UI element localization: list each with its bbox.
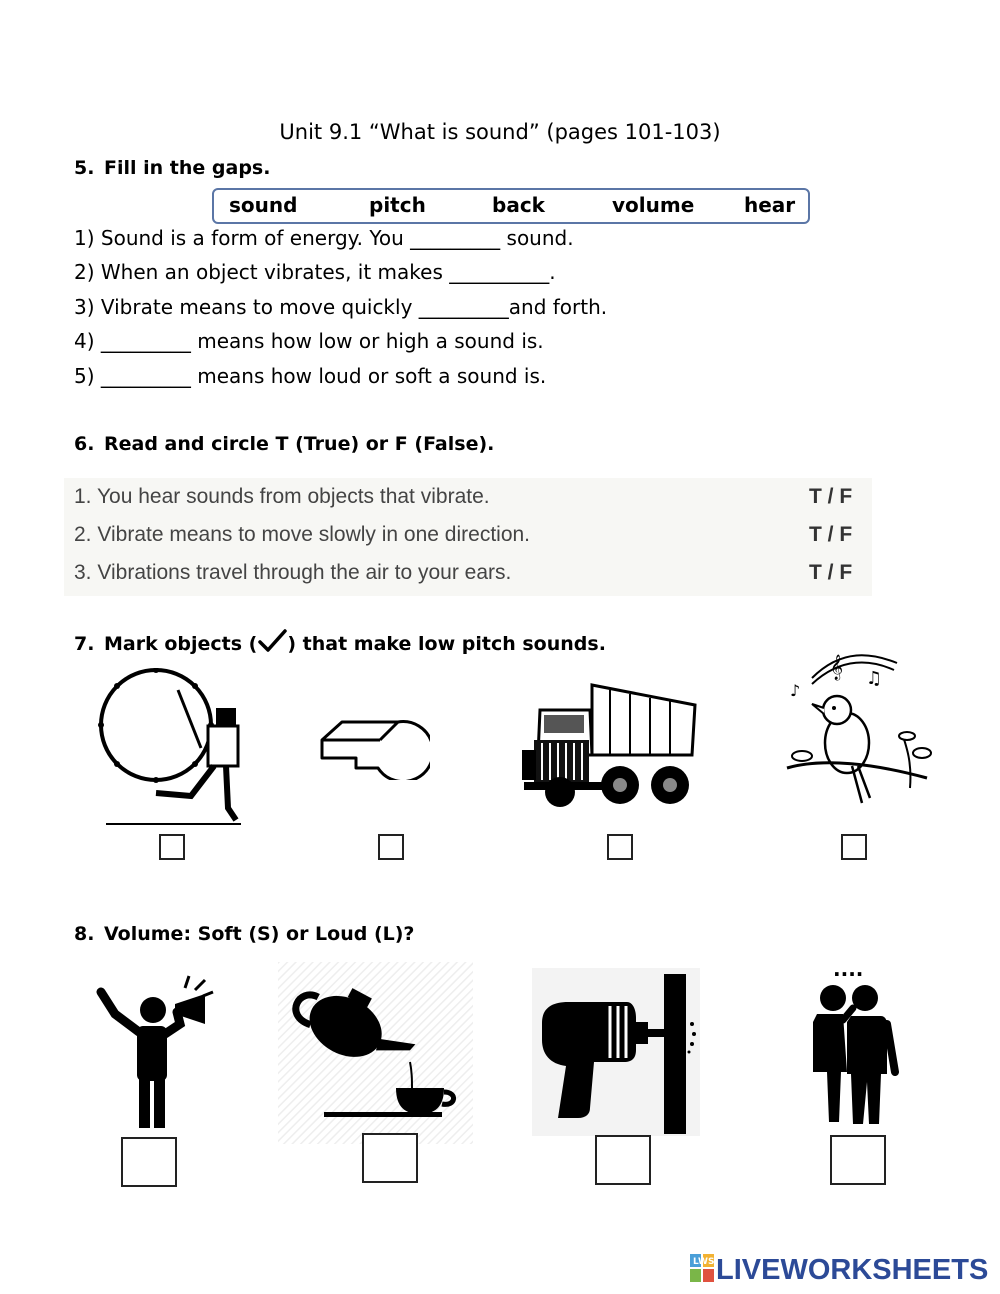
word-bank-word[interactable]: pitch — [369, 193, 426, 217]
tf-statement: 3. Vibrations travel through the air to your ears. — [74, 561, 512, 584]
word-bank — [212, 188, 810, 224]
drummer-image — [96, 668, 246, 828]
gap-sentence[interactable]: 3) Vibrate means to move quickly _________and forth. — [74, 295, 608, 319]
checkmark-icon — [257, 629, 287, 653]
answer-box-whisper[interactable] — [830, 1135, 886, 1185]
q6-number: 6. — [74, 433, 95, 455]
gap-sentence[interactable]: 5) _________ means how loud or soft a sound is. — [74, 364, 547, 388]
answer-box-drill[interactable] — [595, 1135, 651, 1185]
footer-brand-text: LIVEWORKSHEETS — [716, 1254, 989, 1286]
svg-text:♫: ♫ — [866, 668, 883, 689]
dump-truck-image — [520, 680, 700, 810]
tf-choice[interactable]: T / F — [809, 561, 853, 584]
megaphone-person-image — [95, 972, 215, 1132]
singing-bird-image — [782, 638, 932, 813]
q5-heading — [74, 157, 270, 179]
tf-choice[interactable]: T / F — [809, 523, 853, 546]
tf-choice[interactable]: T / F — [809, 485, 853, 508]
word-bank-word[interactable]: hear — [744, 193, 796, 217]
q8-heading-text: Volume: Soft (S) or Loud (L)? — [104, 923, 415, 945]
q5-heading-text: Fill in the gaps. — [104, 157, 271, 179]
tf-statement: 2. Vibrate means to move slowly in one direction. — [74, 523, 531, 546]
q8-number: 8. — [74, 923, 95, 945]
gap-sentence[interactable]: 4) _________ means how low or high a sound is. — [74, 329, 544, 353]
page-title: Unit 9.1 “What is sound” (pages 101-103) — [279, 120, 721, 144]
gap-sentence[interactable]: 2) When an object vibrates, it makes __________. — [74, 260, 556, 284]
q7-heading — [74, 629, 606, 655]
word-bank-word[interactable]: volume — [612, 193, 695, 217]
q6-heading-text: Read and circle T (True) or F (False). — [104, 433, 495, 455]
answer-box-teapot[interactable] — [362, 1133, 418, 1183]
word-bank-word[interactable]: back — [492, 193, 545, 217]
checkbox-bird[interactable] — [841, 834, 867, 860]
footer-brand — [690, 1254, 988, 1287]
checkbox-whistle[interactable] — [378, 834, 404, 860]
tf-statement: 1. You hear sounds from objects that vibrate. — [74, 485, 490, 508]
true-false-list — [64, 478, 872, 596]
power-drill-image — [532, 968, 700, 1136]
q7-heading-text-end: ) that make low pitch sounds. — [287, 633, 606, 655]
liveworksheets-logo-icon — [690, 1254, 714, 1282]
whistle-image — [318, 710, 430, 780]
word-bank-word[interactable]: sound — [229, 193, 298, 217]
teapot-pouring-image — [278, 962, 473, 1144]
checkbox-truck[interactable] — [607, 834, 633, 860]
logo-letter: LWS — [693, 1257, 714, 1267]
answer-box-megaphone[interactable] — [121, 1137, 177, 1187]
q6-heading — [74, 433, 494, 455]
checkbox-drummer[interactable] — [159, 834, 185, 860]
q7-number: 7. — [74, 633, 95, 655]
svg-text:♪: ♪ — [790, 681, 801, 700]
q5-number: 5. — [74, 157, 95, 179]
whispering-people-image — [795, 962, 935, 1132]
gap-sentence[interactable]: 1) Sound is a form of energy. You _________ sound. — [74, 226, 574, 250]
q8-heading — [74, 923, 414, 945]
svg-text:𝄞: 𝄞 — [830, 655, 844, 680]
whisper-dots: .... — [833, 962, 864, 981]
q7-heading-text: Mark objects ( — [104, 633, 258, 655]
